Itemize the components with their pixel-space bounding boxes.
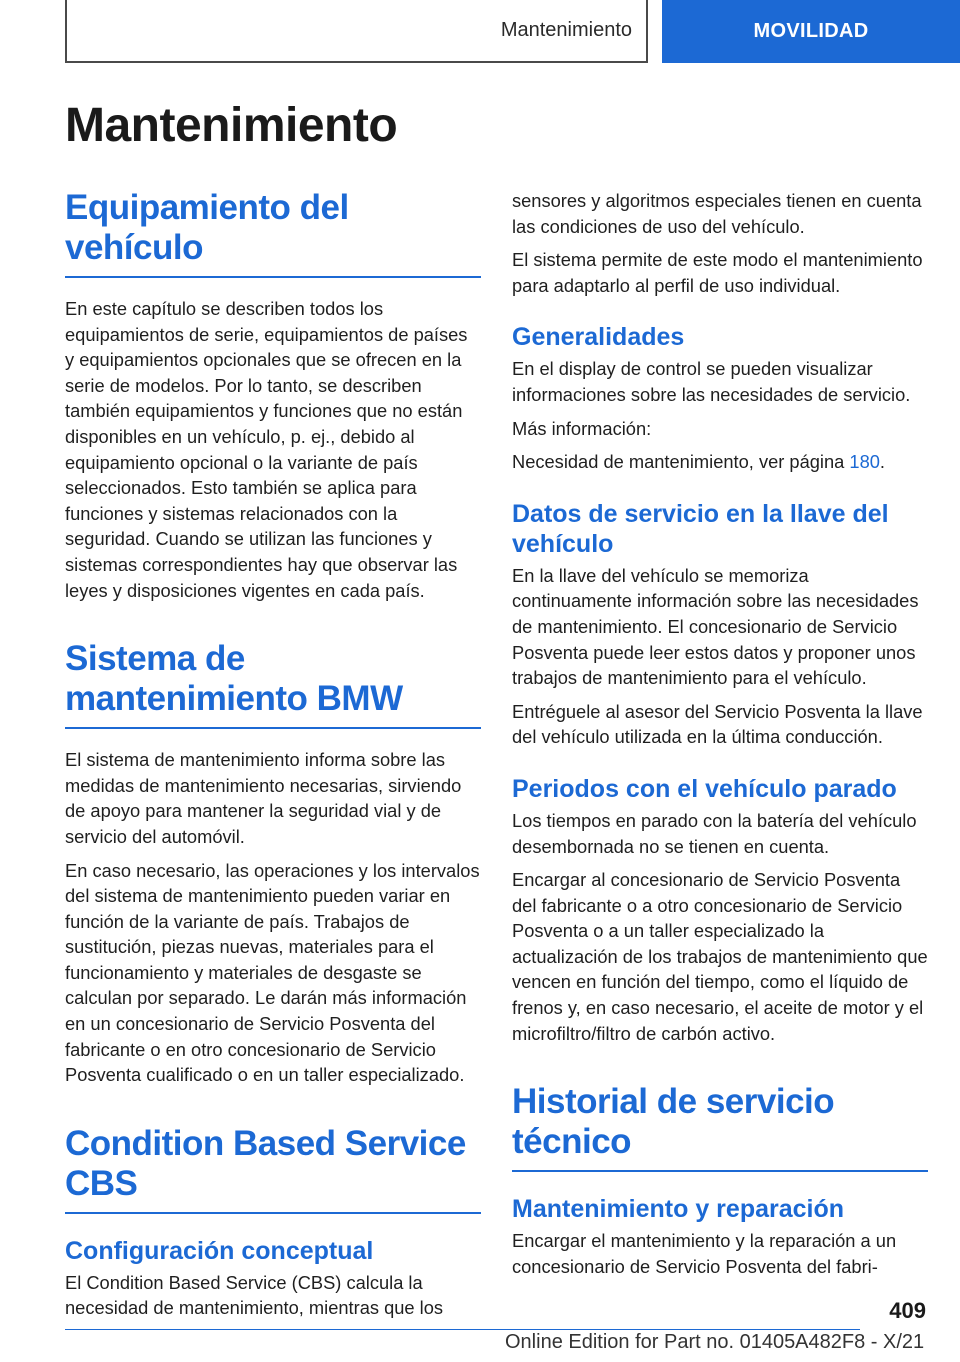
page-number: 409 [889, 1298, 926, 1323]
reference-text: Necesidad de mantenimiento, ver página [512, 451, 850, 473]
paragraph-datos-1: En la llave del vehículo se memoriza continuamente información sobre las necesidades de mantenimiento. El concesionario de Servicio Posventa puede leer estos datos y proponer unos trabajos de mantenimiento para el vehículo. [512, 564, 919, 689]
paragraph-generalidades: En el display de control se pueden visualizar informaciones sobre las necesidades de servicio. [512, 358, 911, 405]
header-section-tab [662, 0, 960, 63]
heading-sistema-mantenimiento: Sistema de mantenimiento BMW [65, 639, 481, 729]
paragraph-equipamiento: En este capítulo se describen todos los equipamientos de serie, equipamientos de países y equipamientos opcionales que se ofrecen en la serie de modelos. Por lo tanto, se describen también equipamientos y funciones que no están disponibles en un vehículo, p. ej., debido al equipamiento opcional o la variante de país seleccionados. Esto también se aplica para funciones y sistemas relacionados con la seguridad. Cuando se utilizan las funciones y sistemas correspondientes hay que observar las leyes y disposiciones vigentes en cada país. [65, 298, 468, 601]
heading-periodos: Periodos con el vehículo parado [512, 774, 897, 803]
page-title: Mantenimiento [65, 99, 398, 152]
heading-datos-servicio: Datos de servicio en la llave del vehículo [512, 499, 889, 558]
paragraph-sistema-2: En caso necesario, las operaciones y los intervalos del sistema de mantenimiento pueden variar en función de la variante de país. Trabajos de sustitución, piezas nuevas, materiales para el funcionamiento y materiales de desgaste se calculan por separado. Le darán más información en un concesionario de Servicio Posventa del fabricante o en otro concesionario de Servicio Posventa cualificado o en un taller especializado. [65, 859, 480, 1086]
paragraph-datos-2: Entréguele al asesor del Servicio Posventa la llave del vehículo utilizada en la última conducción. [512, 700, 923, 748]
left-column [65, 188, 481, 1329]
reference-end: . [879, 451, 886, 473]
page-reference-link[interactable]: 180 [849, 451, 880, 473]
heading-cbs: Condition Based Service CBS [65, 1124, 481, 1214]
paragraph-configuracion: El Condition Based Service (CBS) calcula la necesidad de mantenimiento, mientras que los [65, 1271, 444, 1319]
right-column [512, 188, 928, 1287]
heading-mantenimiento-reparacion: Mantenimiento y reparación [512, 1195, 845, 1224]
header-chapter-label: Mantenimiento [500, 19, 632, 41]
heading-generalidades: Generalidades [512, 323, 685, 352]
paragraph-sistema-1: El sistema de mantenimiento informa sobre las medidas de mantenimiento necesarias, sirviendo de apoyo para mantener la seguridad vial y de servicio del automóvil. [65, 749, 462, 847]
paragraph-periodos-2: Encargar al concesionario de Servicio Posventa del fabricante o a otro concesionario de Servicio Posventa o a un taller especializado la actualización de los trabajos de mantenimiento que vencen en función del tiempo, como el líquido de frenos y, en caso necesario, el aceite de motor y el microfiltro/filtro de carbón activo. [512, 869, 928, 1044]
heading-configuracion: Configuración conceptual [65, 1236, 374, 1265]
paragraph-cbs-adapt: El sistema permite de este modo el mantenimiento para adaptarlo al perfil de uso individual. [512, 249, 923, 296]
paragraph-cbs-continued: sensores y algoritmos especiales tienen en cuenta las condiciones de uso del vehículo. [512, 190, 922, 237]
paragraph-reference [512, 449, 928, 475]
heading-equipamiento: Equipamiento del vehículo [65, 188, 481, 278]
footer-edition: Online Edition for Part no. 01405A482F8 - X/21 [505, 1331, 925, 1353]
header-chapter-tab [65, 0, 648, 63]
paragraph-mas-informacion: Más información: [512, 417, 652, 439]
heading-historial: Historial de servicio técnico [512, 1082, 928, 1172]
paragraph-mantenimiento-reparacion: Encargar el mantenimiento y la reparación a un concesionario de Servicio Posventa del fabri- [512, 1230, 897, 1277]
paragraph-periodos-1: Los tiempos en parado con la batería del vehículo desembornada no se tienen en cuenta. [512, 809, 917, 857]
header-section-label: MOVILIDAD [753, 20, 869, 42]
footer-divider [65, 1329, 860, 1330]
